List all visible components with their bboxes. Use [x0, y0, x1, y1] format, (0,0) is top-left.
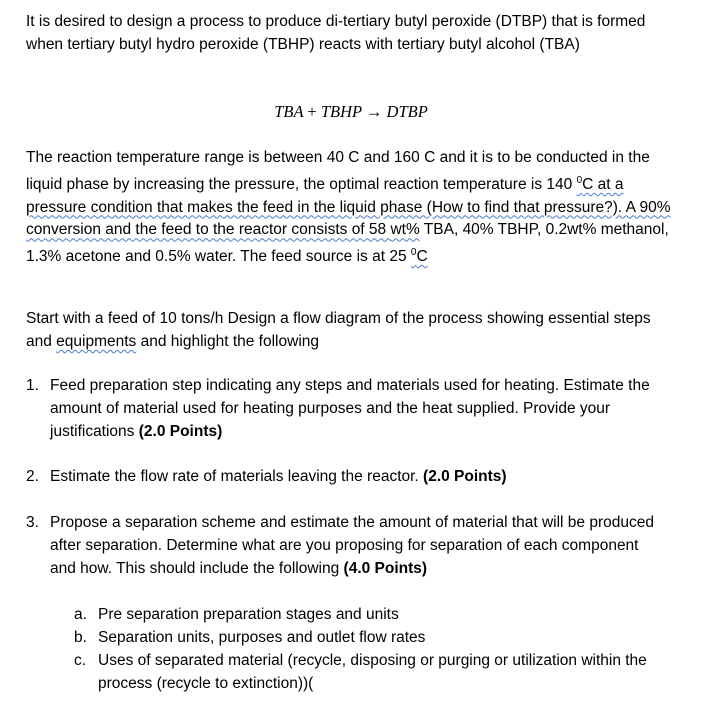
- list-number: 1.: [26, 377, 39, 394]
- list-item-text: Feed preparation step indicating any steps and materials used for heating. Estimate the amount of material used for heating purposes and the heat supplied. Provide your justifications: [50, 377, 650, 440]
- equation-arrow: →: [365, 102, 383, 121]
- list-item-3: [26, 512, 666, 580]
- equation-product-dtbp: DTBP: [386, 102, 428, 121]
- reaction-equation: [0, 100, 702, 124]
- sub-item-text: Uses of separated material (recycle, disposing or purging or utilization within the process (recycle to extinction))(: [98, 652, 647, 692]
- points-label: (2.0 Points): [138, 422, 223, 440]
- list-number: 3.: [26, 514, 39, 531]
- list-number: 2.: [26, 468, 39, 485]
- conditions-text-4: C: [416, 248, 428, 266]
- conditions-text-2: C at a pressure condition that makes the feed in the liquid phase (How to find that pressure?). A 90% conversion and the feed to the reactor consists of 58: [26, 175, 671, 239]
- sub-item-a: [74, 604, 674, 627]
- sub-item-c: [74, 650, 674, 696]
- list-item-2: [26, 466, 666, 489]
- equipments-term: equipments: [56, 332, 137, 350]
- equation-plus: +: [307, 102, 317, 121]
- conditions-text-3: TBA, 40% TBHP, 0.2wt% methanol, 1.3% acetone and 0.5% water. The feed source is at 25: [26, 221, 669, 266]
- points-label: (2.0 Points): [423, 468, 507, 485]
- intro-paragraph: It is desired to design a process to produce di-tertiary butyl peroxide (DTBP) that is formed when tertiary butyl hydro peroxide (TBHP) reacts with tertiary butyl alcohol (TBA): [26, 13, 646, 53]
- sub-item-text: Pre separation preparation stages and units: [98, 606, 399, 623]
- conditions-paragraph: [26, 147, 676, 269]
- weight-percent-term: wt%: [390, 221, 420, 239]
- sub-item-letter: b.: [74, 629, 87, 646]
- equation-reactant-tbhp: TBHP: [320, 102, 362, 121]
- sub-item-letter: c.: [74, 652, 87, 669]
- sub-item-letter: a.: [74, 606, 87, 623]
- feed-temperature-unit: [411, 248, 428, 265]
- list-item-text: Estimate the flow rate of materials leaving the reactor.: [50, 468, 424, 485]
- sub-item-text: Separation units, purposes and outlet flow rates: [98, 629, 426, 646]
- points-label: (4.0 Points): [343, 559, 428, 577]
- task-text-2: and highlight the following: [136, 332, 319, 350]
- list-item-text: Propose a separation scheme and estimate the amount of material that will be produced after separation. Determine what are you proposing for separation of each component and how. This should include the following: [50, 514, 654, 577]
- conditions-text-1: The reaction temperature range is between 40 C and 160 C and it is to be conducted in the liquid phase by increasing the pressure, the optimal reaction temperature is 140: [26, 149, 650, 193]
- list-item-1: [26, 375, 666, 443]
- degree-superscript-2: 0: [410, 247, 417, 259]
- equation-reactant-tba: TBA: [274, 102, 304, 121]
- task-paragraph: [26, 308, 676, 354]
- sub-item-b: [74, 627, 674, 650]
- task-text-1: Start with a feed of 10 tons/h Design a flow diagram of the process showing essential steps and: [26, 310, 651, 350]
- degree-superscript: 0: [576, 174, 583, 186]
